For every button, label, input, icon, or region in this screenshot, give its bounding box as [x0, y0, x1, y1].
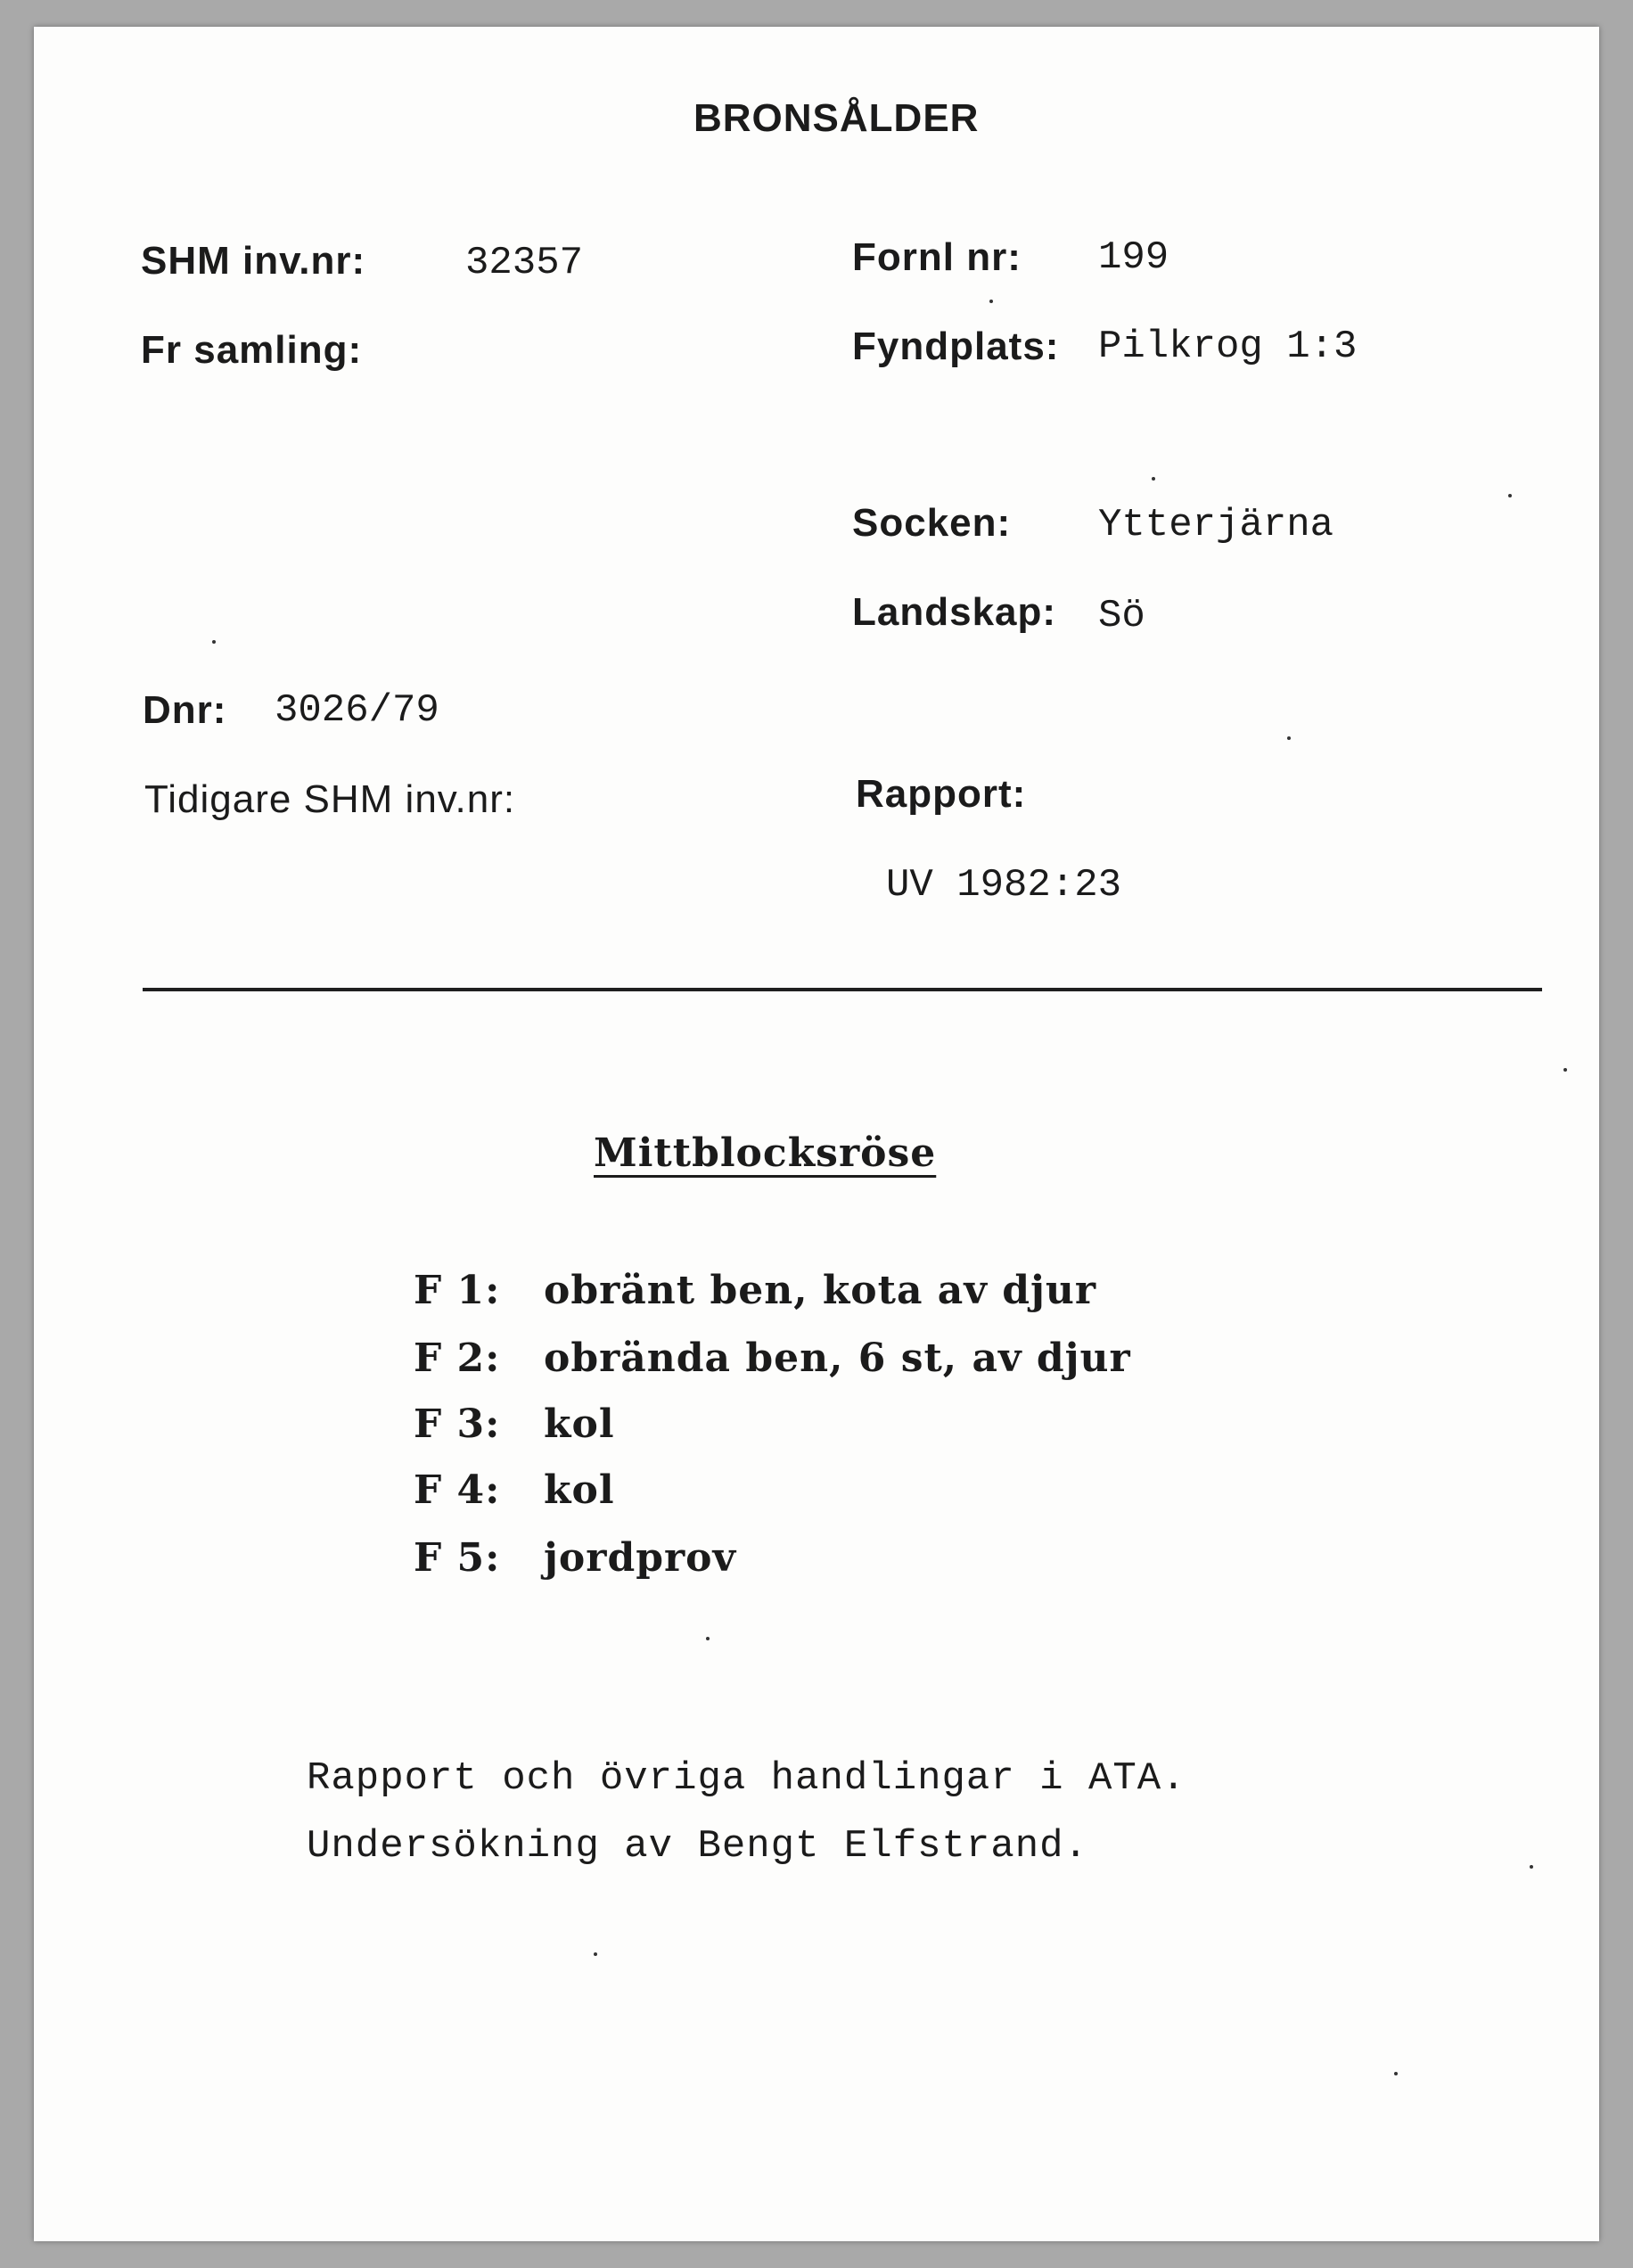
scan-speck	[989, 300, 993, 303]
note-line-1: Rapport och övriga handlingar i ATA.	[307, 1756, 1186, 1801]
fornl-label: Fornl nr:	[852, 235, 1022, 279]
scan-speck	[1508, 494, 1512, 497]
scan-speck	[1394, 2072, 1398, 2075]
note-line-2: Undersökning av Bengt Elfstrand.	[307, 1824, 1088, 1869]
shm-inv-label: SHM inv.nr:	[141, 239, 366, 283]
fyndplats-label: Fyndplats:	[852, 325, 1060, 368]
fornl-value: 199	[1098, 235, 1169, 280]
socken-value: Ytterjärna	[1098, 503, 1334, 547]
tidigare-shm-inv-label: Tidigare SHM inv.nr:	[144, 777, 516, 821]
scan-speck	[1152, 477, 1155, 481]
divider-line	[143, 988, 1542, 991]
landskap-label: Landskap:	[852, 590, 1057, 634]
socken-label: Socken:	[852, 501, 1012, 545]
scan-speck	[212, 640, 216, 644]
find-text-1: obränt ben, kota av djur	[544, 1268, 1097, 1313]
scan-speck	[594, 1952, 597, 1956]
page-title: BRONSÅLDER	[693, 96, 980, 140]
find-text-4: kol	[544, 1467, 615, 1513]
scan-speck	[1530, 1865, 1533, 1869]
rapport-label: Rapport:	[856, 772, 1027, 816]
section-title: Mittblocksröse	[594, 1130, 937, 1176]
scan-speck	[706, 1637, 710, 1640]
find-id-5: F 5:	[414, 1535, 501, 1581]
dnr-label: Dnr:	[143, 688, 227, 732]
find-id-4: F 4:	[414, 1467, 501, 1513]
rapport-value: UV 1982:23	[886, 863, 1122, 908]
document-page	[34, 27, 1599, 2241]
find-text-2: obrända ben, 6 st, av djur	[544, 1335, 1131, 1381]
shm-inv-value: 32357	[465, 241, 584, 285]
find-text-5: jordprov	[544, 1535, 737, 1581]
landskap-value: Sö	[1098, 594, 1145, 638]
find-text-3: kol	[544, 1401, 615, 1447]
find-id-2: F 2:	[414, 1335, 501, 1381]
fr-samling-label: Fr samling:	[141, 328, 363, 372]
find-id-3: F 3:	[414, 1401, 501, 1447]
fyndplats-value: Pilkrog 1:3	[1098, 325, 1358, 369]
scan-speck	[1563, 1068, 1567, 1072]
scan-speck	[1287, 736, 1291, 740]
find-id-1: F 1:	[414, 1268, 501, 1313]
dnr-value: 3026/79	[275, 688, 439, 733]
